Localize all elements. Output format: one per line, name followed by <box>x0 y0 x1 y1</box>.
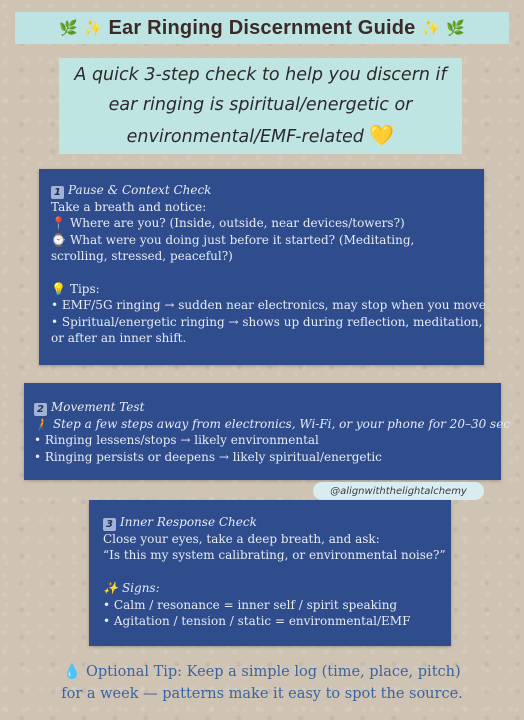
step-heading-text: Movement Test <box>51 400 145 414</box>
sparkles-icon: ✨ <box>103 581 118 596</box>
tip-line: for a week — patterns make it easy to spot the source. <box>61 686 463 702</box>
tip-line: Optional Tip: Keep a simple log (time, place, pitch) <box>86 664 461 680</box>
question-what-cont: scrolling, stressed, peaceful?) <box>51 249 233 264</box>
step-3-card <box>89 500 451 646</box>
step-2-card <box>24 383 511 480</box>
yellow-heart-icon: 💛 <box>369 123 395 147</box>
step-3-question: “Is this my system calibrating, or environmental noise?” <box>103 548 446 563</box>
question-what <box>51 232 472 248</box>
tips-label-text: Tips: <box>69 282 100 297</box>
leaf-icon: 🌿 <box>446 18 465 37</box>
instruction-text: Step a few steps away from electronics, Wi-Fi, or your phone for 20–30 sec <box>52 417 511 431</box>
watch-icon: ⌚ <box>51 232 66 247</box>
droplet-icon: 💧 <box>63 664 82 680</box>
signs-label-text: Signs: <box>121 581 160 596</box>
step-1-card <box>39 169 484 365</box>
tips-label <box>51 281 472 297</box>
step-2-heading <box>34 399 491 416</box>
light-bulb-icon: 💡 <box>51 282 66 297</box>
step-heading-text: Pause & Context Check <box>68 183 212 197</box>
question-where <box>51 215 472 231</box>
optional-tip <box>40 661 484 709</box>
movement-instruction <box>34 416 511 432</box>
intro-line: A quick 3-step check to help you discern if <box>74 65 447 85</box>
step-1-lead: Take a breath and notice: <box>51 200 207 214</box>
tip-item-cont: or after an inner shift. <box>51 331 187 346</box>
step-1-heading <box>51 182 472 199</box>
intro-line: ear ringing is spiritual/energetic or <box>108 95 413 115</box>
pin-icon: 📍 <box>51 216 66 231</box>
social-handle: @alignwiththelightalchemy <box>313 482 484 500</box>
result-item: • Ringing lessens/stops → likely environmental <box>34 433 319 448</box>
walking-person-icon: 🚶 <box>34 417 49 431</box>
number-2-badge-icon: 2 <box>34 403 47 416</box>
signs-label <box>103 580 437 596</box>
number-3-badge-icon: 3 <box>103 518 116 531</box>
step-heading-text: Inner Response Check <box>120 515 257 529</box>
step-3-heading <box>103 514 437 531</box>
sparkles-icon: ✨ <box>83 18 103 37</box>
leaf-icon: 🌿 <box>59 18 78 37</box>
intro-line: environmental/EMF-related <box>126 127 364 147</box>
sparkles-icon: ✨ <box>421 18 441 37</box>
sign-item: • Agitation / tension / static = environmental/EMF <box>103 614 411 629</box>
step-3-lead: Close your eyes, take a deep breath, and ask: <box>103 532 380 546</box>
number-1-badge-icon: 1 <box>51 186 64 199</box>
question-text: What were you doing just before it started? (Meditating, <box>69 232 415 247</box>
intro-card <box>59 58 462 154</box>
question-text: Where are you? (Inside, outside, near devices/towers?) <box>69 216 405 231</box>
title-banner <box>15 12 509 44</box>
sign-item: • Calm / resonance = inner self / spirit speaking <box>103 597 398 612</box>
page-title: Ear Ringing Discernment Guide <box>108 16 416 39</box>
tip-item: • Spiritual/energetic ringing → shows up during reflection, meditation, <box>51 314 483 329</box>
tip-item: • EMF/5G ringing → sudden near electronics, may stop when you move <box>51 298 486 313</box>
intro-text <box>74 60 446 152</box>
result-item: • Ringing persists or deepens → likely spiritual/energetic <box>34 449 382 464</box>
